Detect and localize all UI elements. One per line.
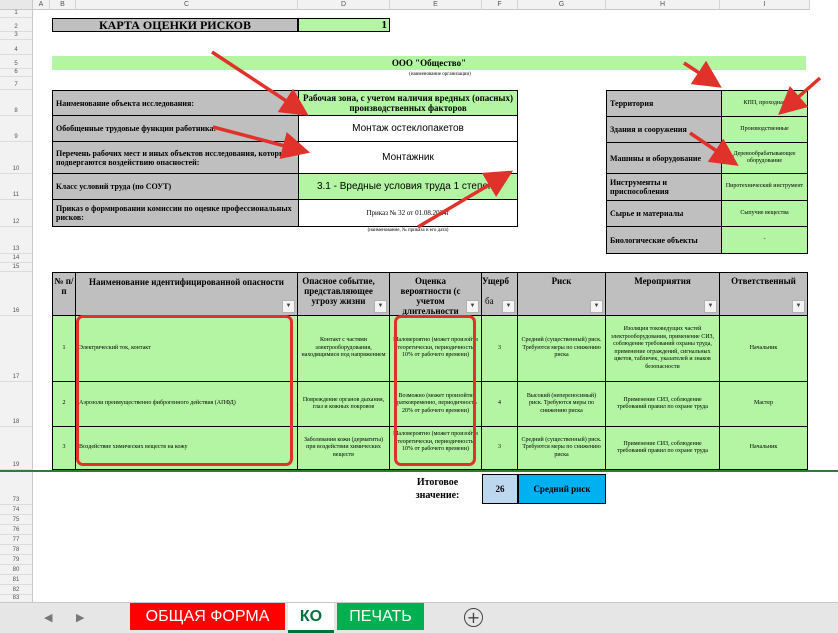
table-cell-num[interactable]: 2: [53, 382, 76, 427]
row-header[interactable]: 7: [0, 77, 33, 90]
table-cell-hazard[interactable]: Аэрозоли преимущественно фиброгенного действия (АПФД): [76, 382, 298, 427]
resource-value-territory[interactable]: КПП, проходная: [721, 91, 807, 117]
row-header[interactable]: 75: [0, 515, 33, 525]
filter-dropdown-icon[interactable]: ▼: [792, 300, 805, 313]
header-number: № п/п: [53, 273, 76, 316]
table-cell-risk[interactable]: Средний (существенный) риск. Требуются меры по снижению риска: [518, 427, 606, 469]
row-header[interactable]: 11: [0, 174, 33, 200]
row-header[interactable]: 78: [0, 545, 33, 555]
info-label-class: Класс условий труда (по СОУТ): [53, 174, 298, 200]
row-header[interactable]: 4: [0, 40, 33, 55]
header-damage-sub: ба: [485, 296, 494, 306]
header-risk-label: Риск: [551, 276, 572, 286]
row-header[interactable]: 80: [0, 565, 33, 575]
row-header[interactable]: 18: [0, 382, 33, 427]
total-risk-badge[interactable]: Средний риск: [518, 474, 606, 504]
column-header-e[interactable]: E: [390, 0, 482, 10]
row-header[interactable]: 17: [0, 316, 33, 382]
row-header[interactable]: 3: [0, 32, 33, 40]
filter-dropdown-icon[interactable]: ▼: [374, 300, 387, 313]
table-cell-event[interactable]: Контакт с частями электрооборудования, находящимися под напряжением: [298, 316, 390, 382]
resource-label-territory: Территория: [607, 91, 721, 117]
row-header[interactable]: 8: [0, 90, 33, 116]
row-header[interactable]: 12: [0, 200, 33, 227]
column-header-c[interactable]: C: [76, 0, 298, 10]
resource-label-machines: Машины и оборудование: [607, 143, 721, 174]
row-header[interactable]: 76: [0, 525, 33, 535]
resource-label-materials: Сырье и материалы: [607, 201, 721, 227]
info-label-workplaces: Перечень рабочих мест и иных объектов исследования, которым подвергаются воздействию опасностей:: [53, 142, 298, 174]
info-label-order: Приказ о формировании комиссии по оценке профессиональных рисков:: [53, 200, 298, 226]
table-cell-num[interactable]: 1: [53, 316, 76, 382]
row-header[interactable]: 79: [0, 555, 33, 565]
resource-value-tools[interactable]: Пиротехнический инструмент: [721, 174, 807, 201]
table-cell-responsible[interactable]: Начальник: [720, 316, 807, 382]
filter-dropdown-icon[interactable]: ▼: [466, 300, 479, 313]
row-header[interactable]: 16: [0, 272, 33, 316]
row-header[interactable]: 10: [0, 142, 33, 174]
resource-value-bio[interactable]: -: [721, 227, 807, 253]
row-header[interactable]: 81: [0, 575, 33, 585]
row-header[interactable]: 77: [0, 535, 33, 545]
total-value[interactable]: 26: [482, 474, 518, 504]
row-header[interactable]: 1: [0, 10, 33, 18]
header-measures-label: Мероприятия: [634, 276, 691, 286]
info-value-functions[interactable]: Монтаж остеклопакетов: [298, 116, 517, 142]
header-responsible-label: Ответственный: [731, 276, 796, 286]
table-cell-damage[interactable]: 3: [482, 427, 518, 469]
info-value-class[interactable]: 3.1 - Вредные условия труда 1 степени: [298, 174, 517, 200]
row-header[interactable]: 6: [0, 69, 33, 77]
resource-label-bio: Биологические объекты: [607, 227, 721, 253]
scroll-tabs-right-icon[interactable]: ▶: [76, 611, 85, 624]
info-value-object[interactable]: Рабочая зона, с учетом наличия вредных (опасных) производственных факторов: [298, 91, 517, 116]
row-header[interactable]: 5: [0, 55, 33, 69]
table-cell-measures[interactable]: Изоляция токоведущих частей электрооборудования, применение СИЗ, соблюдение требований охраны труда, применение ограждений, сигнальных цветов, табличек, указателей и знаков безопасности: [606, 316, 720, 382]
row-header[interactable]: 15: [0, 263, 33, 272]
row-header[interactable]: 82: [0, 585, 33, 595]
table-cell-probability[interactable]: Возможно (может произойти кратковременно, периодичность 20% от рабочего времени): [390, 382, 482, 427]
column-header-g[interactable]: G: [518, 0, 606, 10]
info-value-order[interactable]: Приказ № 32 от 01.08.2024г: [298, 200, 517, 226]
organization-name[interactable]: ООО "Общество": [52, 56, 806, 70]
organization-caption: (наименование организации): [409, 72, 471, 77]
total-label: Итоговое значение:: [415, 477, 460, 501]
table-cell-event[interactable]: Повреждение органов дыхания, глаз и кожных покровов: [298, 382, 390, 427]
row-header[interactable]: 2: [0, 18, 33, 32]
info-label-functions: Обобщенные трудовые функции работника:: [53, 116, 298, 142]
column-header-b[interactable]: B: [50, 0, 76, 10]
tab-general-form[interactable]: ОБЩАЯ ФОРМА: [130, 603, 285, 630]
table-cell-risk[interactable]: Средний (существенный) риск. Требуются меры по снижению риска: [518, 316, 606, 382]
table-cell-responsible[interactable]: Мастер: [720, 382, 807, 427]
resource-label-tools: Инструменты и приспособления: [607, 174, 721, 201]
column-header-i[interactable]: I: [720, 0, 810, 10]
header-event-label: Опасное событие, представляющее угрозу жизни: [302, 276, 375, 306]
row-header[interactable]: 73: [0, 470, 33, 505]
resource-value-materials[interactable]: Сыпучие вещества: [721, 201, 807, 227]
table-cell-damage[interactable]: 3: [482, 316, 518, 382]
row-header[interactable]: 13: [0, 227, 33, 254]
row-header[interactable]: 74: [0, 505, 33, 515]
column-header-h[interactable]: H: [606, 0, 720, 10]
order-caption: (наименование, № приказа и его дата): [367, 228, 449, 233]
table-cell-responsible[interactable]: Начальник: [720, 427, 807, 469]
header-damage-label: Ущерб: [482, 276, 509, 286]
filter-dropdown-icon[interactable]: ▼: [282, 300, 295, 313]
tab-ko[interactable]: КО: [288, 603, 334, 633]
row-header[interactable]: 19: [0, 427, 33, 470]
resource-value-machines[interactable]: Деревообрабатывающее оборудование: [721, 143, 807, 174]
info-value-workplaces[interactable]: Монтажник: [298, 142, 517, 174]
tab-print[interactable]: ПЕЧАТЬ: [337, 603, 424, 630]
row-header[interactable]: 14: [0, 254, 33, 263]
title-number-cell[interactable]: 1: [298, 18, 390, 32]
table-cell-risk[interactable]: Высокий (непереносимый) риск. Требуются меры по снижению риска: [518, 382, 606, 427]
table-cell-measures[interactable]: Применение СИЗ, соблюдение требований правил по охране труда: [606, 382, 720, 427]
column-header-a[interactable]: A: [33, 0, 50, 10]
header-probability-label: Оценка вероятности (с учетом длительности: [400, 276, 461, 316]
resource-value-buildings[interactable]: Производственные: [721, 117, 807, 143]
info-label-object: Наименование объекта исследования:: [53, 91, 298, 116]
table-cell-event[interactable]: Заболевания кожи (дерматиты) при воздействии химических веществ: [298, 427, 390, 469]
filter-dropdown-icon[interactable]: ▼: [590, 300, 603, 313]
scroll-tabs-left-icon[interactable]: ◀: [44, 611, 53, 624]
filter-dropdown-icon[interactable]: ▼: [704, 300, 717, 313]
header-hazard-label: Наименование идентифицированной опасности: [89, 277, 284, 287]
column-header-f[interactable]: F: [482, 0, 518, 10]
table-cell-measures[interactable]: Применение СИЗ, соблюдение требований правил по охране труда: [606, 427, 720, 469]
table-cell-probability[interactable]: Маловероятно (может произойти теоретически, периодичность 10% от рабочего времени): [390, 427, 482, 469]
row-header[interactable]: 9: [0, 116, 33, 142]
add-sheet-icon[interactable]: +: [464, 608, 483, 627]
table-cell-hazard[interactable]: Электрический ток, контакт: [76, 316, 298, 382]
resource-label-buildings: Здания и сооружения: [607, 117, 721, 143]
filter-dropdown-icon[interactable]: ▼: [502, 300, 515, 313]
table-cell-probability[interactable]: Маловероятно (может произойти теоретически, периодичность 10% от рабочего времени): [390, 316, 482, 382]
table-cell-num[interactable]: 3: [53, 427, 76, 469]
row-header[interactable]: 83: [0, 595, 33, 603]
page-title: КАРТА ОЦЕНКИ РИСКОВ: [52, 18, 298, 32]
table-cell-hazard[interactable]: Воздействие химических веществ на кожу: [76, 427, 298, 469]
table-cell-damage[interactable]: 4: [482, 382, 518, 427]
column-header-d[interactable]: D: [298, 0, 390, 10]
